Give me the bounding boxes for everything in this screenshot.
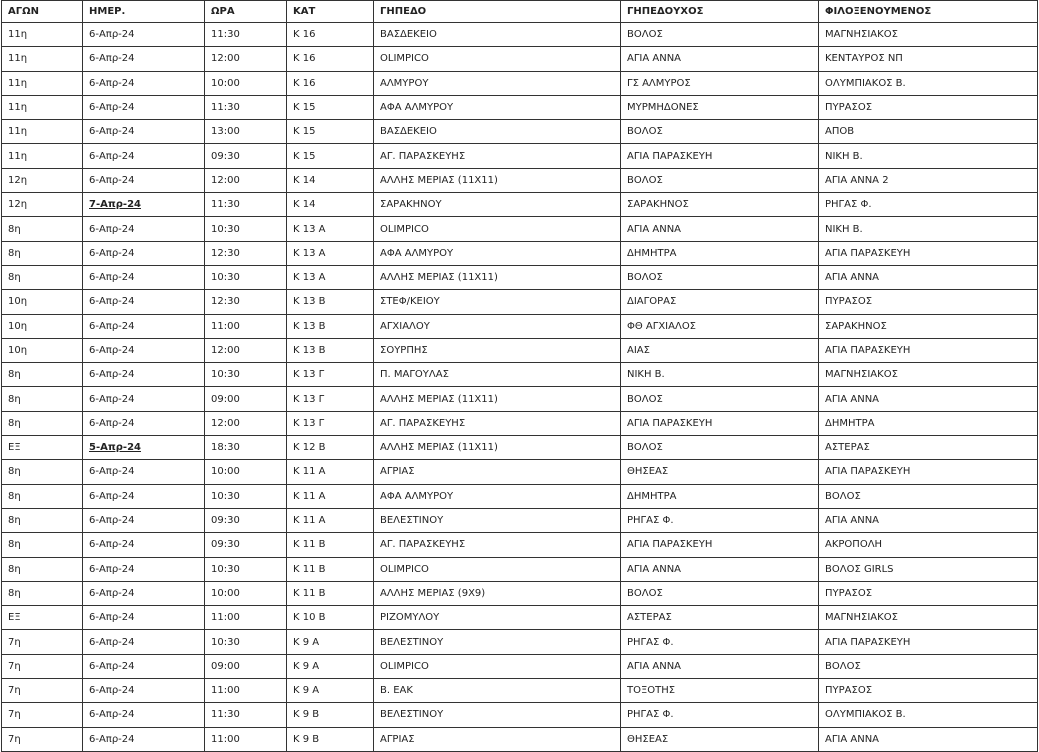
venue-cell: ΑΦΑ ΑΛΜΥΡΟΥ xyxy=(374,484,621,508)
date-cell: 7-Απρ-24 xyxy=(83,193,205,217)
round-cell: 10η xyxy=(2,314,83,338)
round-cell: 10η xyxy=(2,290,83,314)
away-team-cell: ΒΟΛΟΣ xyxy=(819,484,1038,508)
home-team-cell: ΑΓΙΑ ΑΝΝΑ xyxy=(621,217,819,241)
home-team-cell: ΑΓΙΑ ΑΝΝΑ xyxy=(621,47,819,71)
category-cell: Κ 12 Β xyxy=(287,436,374,460)
table-row xyxy=(2,557,1038,581)
time-cell: 11:30 xyxy=(205,23,287,47)
table-row xyxy=(2,484,1038,508)
category-cell: Κ 11 Α xyxy=(287,508,374,532)
time-cell: 12:00 xyxy=(205,338,287,362)
date-cell: 6-Απρ-24 xyxy=(83,71,205,95)
home-team-cell: ΤΟΞΟΤΗΣ xyxy=(621,679,819,703)
category-cell: Κ 9 Β xyxy=(287,727,374,751)
time-cell: 13:00 xyxy=(205,120,287,144)
table-row xyxy=(2,120,1038,144)
away-team-cell: ΑΓΙΑ ΠΑΡΑΣΚΕΥΗ xyxy=(819,630,1038,654)
away-team-cell: ΑΓΙΑ ΑΝΝΑ xyxy=(819,727,1038,751)
round-cell: 12η xyxy=(2,193,83,217)
venue-cell: ΑΓΡΙΑΣ xyxy=(374,727,621,751)
category-cell: Κ 11 Α xyxy=(287,484,374,508)
home-team-cell: ΒΟΛΟΣ xyxy=(621,436,819,460)
date-cell: 6-Απρ-24 xyxy=(83,679,205,703)
category-cell: Κ 15 xyxy=(287,120,374,144)
time-cell: 10:30 xyxy=(205,557,287,581)
category-cell: Κ 13 Β xyxy=(287,338,374,362)
date-cell: 6-Απρ-24 xyxy=(83,95,205,119)
time-cell: 09:00 xyxy=(205,387,287,411)
table-row xyxy=(2,217,1038,241)
table-row xyxy=(2,338,1038,362)
home-team-cell: ΒΟΛΟΣ xyxy=(621,23,819,47)
table-row xyxy=(2,363,1038,387)
time-cell: 11:30 xyxy=(205,95,287,119)
table-row xyxy=(2,95,1038,119)
date-cell: 6-Απρ-24 xyxy=(83,363,205,387)
away-team-cell: ΜΑΓΝΗΣΙΑΚΟΣ xyxy=(819,23,1038,47)
category-cell: Κ 13 Β xyxy=(287,290,374,314)
venue-cell: ΣΟΥΡΠΗΣ xyxy=(374,338,621,362)
time-cell: 09:30 xyxy=(205,144,287,168)
schedule-table xyxy=(1,0,1038,752)
away-team-cell: ΡΗΓΑΣ Φ. xyxy=(819,193,1038,217)
time-cell: 10:30 xyxy=(205,217,287,241)
away-team-cell: ΠΥΡΑΣΟΣ xyxy=(819,95,1038,119)
away-team-cell: ΟΛΥΜΠΙΑΚΟΣ Β. xyxy=(819,71,1038,95)
home-team-cell: ΑΓΙΑ ΠΑΡΑΣΚΕΥΗ xyxy=(621,411,819,435)
home-team-cell: ΑΙΑΣ xyxy=(621,338,819,362)
table-row xyxy=(2,581,1038,605)
time-cell: 10:00 xyxy=(205,581,287,605)
category-cell: Κ 16 xyxy=(287,47,374,71)
round-cell: ΕΞ xyxy=(2,606,83,630)
venue-cell: ΒΑΣΔΕΚΕΙΟ xyxy=(374,23,621,47)
column-header-category: ΚΑΤ xyxy=(287,1,374,23)
date-cell: 6-Απρ-24 xyxy=(83,533,205,557)
category-cell: Κ 9 Β xyxy=(287,703,374,727)
away-team-cell: ΣΑΡΑΚΗΝΟΣ xyxy=(819,314,1038,338)
category-cell: Κ 10 Β xyxy=(287,606,374,630)
venue-cell: ΑΛΛΗΣ ΜΕΡΙΑΣ (11Χ11) xyxy=(374,387,621,411)
date-cell: 5-Απρ-24 xyxy=(83,436,205,460)
table-row xyxy=(2,241,1038,265)
category-cell: Κ 16 xyxy=(287,71,374,95)
home-team-cell: ΘΗΣΕΑΣ xyxy=(621,460,819,484)
date-cell: 6-Απρ-24 xyxy=(83,703,205,727)
time-cell: 12:00 xyxy=(205,168,287,192)
home-team-cell: ΡΗΓΑΣ Φ. xyxy=(621,630,819,654)
category-cell: Κ 9 Α xyxy=(287,654,374,678)
time-cell: 09:30 xyxy=(205,508,287,532)
round-cell: 7η xyxy=(2,654,83,678)
round-cell: 8η xyxy=(2,460,83,484)
venue-cell: ΑΓΧΙΑΛΟΥ xyxy=(374,314,621,338)
time-cell: 11:00 xyxy=(205,679,287,703)
away-team-cell: ΑΓΙΑ ΑΝΝΑ 2 xyxy=(819,168,1038,192)
round-cell: 8η xyxy=(2,265,83,289)
venue-cell: OLIMPICO xyxy=(374,557,621,581)
round-cell: ΕΞ xyxy=(2,436,83,460)
time-cell: 12:30 xyxy=(205,290,287,314)
table-row xyxy=(2,411,1038,435)
category-cell: Κ 13 Γ xyxy=(287,363,374,387)
away-team-cell: ΑΚΡΟΠΟΛΗ xyxy=(819,533,1038,557)
round-cell: 8η xyxy=(2,387,83,411)
venue-cell: ΑΓΡΙΑΣ xyxy=(374,460,621,484)
venue-cell: ΣΑΡΑΚΗΝΟΥ xyxy=(374,193,621,217)
category-cell: Κ 9 Α xyxy=(287,679,374,703)
date-cell: 6-Απρ-24 xyxy=(83,630,205,654)
round-cell: 8η xyxy=(2,557,83,581)
column-header-home-team: ΓΗΠΕΔΟΥΧΟΣ xyxy=(621,1,819,23)
date-cell: 6-Απρ-24 xyxy=(83,120,205,144)
table-row xyxy=(2,71,1038,95)
away-team-cell: ΜΑΓΝΗΣΙΑΚΟΣ xyxy=(819,606,1038,630)
venue-cell: ΒΕΛΕΣΤΙΝΟΥ xyxy=(374,508,621,532)
table-row xyxy=(2,314,1038,338)
date-cell: 6-Απρ-24 xyxy=(83,484,205,508)
venue-cell: ΑΦΑ ΑΛΜΥΡΟΥ xyxy=(374,241,621,265)
category-cell: Κ 11 Β xyxy=(287,557,374,581)
category-cell: Κ 9 Α xyxy=(287,630,374,654)
away-team-cell: ΠΥΡΑΣΟΣ xyxy=(819,679,1038,703)
category-cell: Κ 11 Β xyxy=(287,533,374,557)
home-team-cell: ΡΗΓΑΣ Φ. xyxy=(621,508,819,532)
home-team-cell: ΑΓΙΑ ΑΝΝΑ xyxy=(621,557,819,581)
home-team-cell: ΔΗΜΗΤΡΑ xyxy=(621,484,819,508)
venue-cell: ΒΕΛΕΣΤΙΝΟΥ xyxy=(374,630,621,654)
venue-cell: ΑΛΜΥΡΟΥ xyxy=(374,71,621,95)
round-cell: 12η xyxy=(2,168,83,192)
home-team-cell: ΡΗΓΑΣ Φ. xyxy=(621,703,819,727)
venue-cell: OLIMPICO xyxy=(374,217,621,241)
category-cell: Κ 11 Α xyxy=(287,460,374,484)
time-cell: 10:30 xyxy=(205,363,287,387)
date-cell: 6-Απρ-24 xyxy=(83,338,205,362)
away-team-cell: ΔΗΜΗΤΡΑ xyxy=(819,411,1038,435)
date-cell: 6-Απρ-24 xyxy=(83,168,205,192)
category-cell: Κ 15 xyxy=(287,95,374,119)
round-cell: 11η xyxy=(2,95,83,119)
date-cell: 6-Απρ-24 xyxy=(83,606,205,630)
home-team-cell: ΒΟΛΟΣ xyxy=(621,581,819,605)
away-team-cell: ΒΟΛΟΣ xyxy=(819,654,1038,678)
home-team-cell: ΜΥΡΜΗΔΟΝΕΣ xyxy=(621,95,819,119)
time-cell: 09:30 xyxy=(205,533,287,557)
time-cell: 12:00 xyxy=(205,47,287,71)
table-row xyxy=(2,144,1038,168)
date-cell: 6-Απρ-24 xyxy=(83,144,205,168)
time-cell: 12:30 xyxy=(205,241,287,265)
date-cell: 6-Απρ-24 xyxy=(83,508,205,532)
away-team-cell: ΜΑΓΝΗΣΙΑΚΟΣ xyxy=(819,363,1038,387)
round-cell: 11η xyxy=(2,120,83,144)
time-cell: 10:30 xyxy=(205,630,287,654)
away-team-cell: ΑΠΟΒ xyxy=(819,120,1038,144)
venue-cell: ΑΛΛΗΣ ΜΕΡΙΑΣ (11Χ11) xyxy=(374,265,621,289)
category-cell: Κ 11 Β xyxy=(287,581,374,605)
table-row xyxy=(2,23,1038,47)
round-cell: 11η xyxy=(2,23,83,47)
home-team-cell: ΓΣ ΑΛΜΥΡΟΣ xyxy=(621,71,819,95)
table-row xyxy=(2,533,1038,557)
venue-cell: ΑΦΑ ΑΛΜΥΡΟΥ xyxy=(374,95,621,119)
round-cell: 11η xyxy=(2,144,83,168)
time-cell: 11:00 xyxy=(205,727,287,751)
home-team-cell: ΒΟΛΟΣ xyxy=(621,387,819,411)
venue-cell: ΑΛΛΗΣ ΜΕΡΙΑΣ (9Χ9) xyxy=(374,581,621,605)
date-cell: 6-Απρ-24 xyxy=(83,387,205,411)
away-team-cell: ΟΛΥΜΠΙΑΚΟΣ Β. xyxy=(819,703,1038,727)
away-team-cell: ΑΓΙΑ ΠΑΡΑΣΚΕΥΗ xyxy=(819,241,1038,265)
home-team-cell: ΒΟΛΟΣ xyxy=(621,265,819,289)
date-cell: 6-Απρ-24 xyxy=(83,47,205,71)
away-team-cell: ΑΓΙΑ ΑΝΝΑ xyxy=(819,265,1038,289)
category-cell: Κ 13 Α xyxy=(287,241,374,265)
home-team-cell: ΘΗΣΕΑΣ xyxy=(621,727,819,751)
category-cell: Κ 14 xyxy=(287,168,374,192)
table-row xyxy=(2,193,1038,217)
time-cell: 10:00 xyxy=(205,71,287,95)
round-cell: 8η xyxy=(2,581,83,605)
home-team-cell: ΣΑΡΑΚΗΝΟΣ xyxy=(621,193,819,217)
date-cell: 6-Απρ-24 xyxy=(83,290,205,314)
venue-cell: ΑΛΛΗΣ ΜΕΡΙΑΣ (11Χ11) xyxy=(374,436,621,460)
home-team-cell: ΑΣΤΕΡΑΣ xyxy=(621,606,819,630)
venue-cell: ΑΓ. ΠΑΡΑΣΚΕΥΗΣ xyxy=(374,533,621,557)
table-row xyxy=(2,679,1038,703)
category-cell: Κ 16 xyxy=(287,23,374,47)
round-cell: 11η xyxy=(2,71,83,95)
round-cell: 7η xyxy=(2,630,83,654)
away-team-cell: ΠΥΡΑΣΟΣ xyxy=(819,290,1038,314)
time-cell: 12:00 xyxy=(205,411,287,435)
away-team-cell: ΚΕΝΤΑΥΡΟΣ ΝΠ xyxy=(819,47,1038,71)
round-cell: 7η xyxy=(2,679,83,703)
away-team-cell: ΑΣΤΕΡΑΣ xyxy=(819,436,1038,460)
date-cell: 6-Απρ-24 xyxy=(83,557,205,581)
time-cell: 18:30 xyxy=(205,436,287,460)
away-team-cell: ΑΓΙΑ ΑΝΝΑ xyxy=(819,508,1038,532)
round-cell: 10η xyxy=(2,338,83,362)
venue-cell: Π. ΜΑΓΟΥΛΑΣ xyxy=(374,363,621,387)
venue-cell: Β. ΕΑΚ xyxy=(374,679,621,703)
time-cell: 10:30 xyxy=(205,484,287,508)
column-header-away-team: ΦΙΛΟΞΕΝΟΥΜΕΝΟΣ xyxy=(819,1,1038,23)
time-cell: 10:30 xyxy=(205,265,287,289)
time-cell: 11:00 xyxy=(205,606,287,630)
date-cell: 6-Απρ-24 xyxy=(83,654,205,678)
round-cell: 11η xyxy=(2,47,83,71)
table-row xyxy=(2,387,1038,411)
date-cell: 6-Απρ-24 xyxy=(83,411,205,435)
date-cell: 6-Απρ-24 xyxy=(83,581,205,605)
home-team-cell: ΑΓΙΑ ΠΑΡΑΣΚΕΥΗ xyxy=(621,533,819,557)
round-cell: 8η xyxy=(2,411,83,435)
date-cell: 6-Απρ-24 xyxy=(83,727,205,751)
table-row xyxy=(2,630,1038,654)
category-cell: Κ 15 xyxy=(287,144,374,168)
category-cell: Κ 14 xyxy=(287,193,374,217)
home-team-cell: ΑΓΙΑ ΑΝΝΑ xyxy=(621,654,819,678)
away-team-cell: ΒΟΛΟΣ GIRLS xyxy=(819,557,1038,581)
time-cell: 11:00 xyxy=(205,314,287,338)
table-row xyxy=(2,265,1038,289)
table-row xyxy=(2,727,1038,751)
round-cell: 7η xyxy=(2,703,83,727)
away-team-cell: ΑΓΙΑ ΠΑΡΑΣΚΕΥΗ xyxy=(819,460,1038,484)
table-row xyxy=(2,654,1038,678)
time-cell: 10:00 xyxy=(205,460,287,484)
venue-cell: ΣΤΕΦ/ΚΕΙΟΥ xyxy=(374,290,621,314)
time-cell: 09:00 xyxy=(205,654,287,678)
venue-cell: ΑΛΛΗΣ ΜΕΡΙΑΣ (11Χ11) xyxy=(374,168,621,192)
category-cell: Κ 13 Α xyxy=(287,217,374,241)
category-cell: Κ 13 Β xyxy=(287,314,374,338)
column-header-time: ΩΡΑ xyxy=(205,1,287,23)
table-row xyxy=(2,290,1038,314)
table-row xyxy=(2,703,1038,727)
date-cell: 6-Απρ-24 xyxy=(83,217,205,241)
venue-cell: ΒΑΣΔΕΚΕΙΟ xyxy=(374,120,621,144)
home-team-cell: ΔΙΑΓΟΡΑΣ xyxy=(621,290,819,314)
round-cell: 8η xyxy=(2,533,83,557)
away-team-cell: ΝΙΚΗ Β. xyxy=(819,144,1038,168)
time-cell: 11:30 xyxy=(205,193,287,217)
home-team-cell: ΝΙΚΗ Β. xyxy=(621,363,819,387)
table-row xyxy=(2,47,1038,71)
away-team-cell: ΑΓΙΑ ΠΑΡΑΣΚΕΥΗ xyxy=(819,338,1038,362)
venue-cell: ΑΓ. ΠΑΡΑΣΚΕΥΗΣ xyxy=(374,411,621,435)
date-cell: 6-Απρ-24 xyxy=(83,460,205,484)
time-cell: 11:30 xyxy=(205,703,287,727)
venue-cell: OLIMPICO xyxy=(374,47,621,71)
round-cell: 8η xyxy=(2,508,83,532)
category-cell: Κ 13 Α xyxy=(287,265,374,289)
table-row xyxy=(2,508,1038,532)
home-team-cell: ΑΓΙΑ ΠΑΡΑΣΚΕΥΗ xyxy=(621,144,819,168)
round-cell: 7η xyxy=(2,727,83,751)
table-row xyxy=(2,460,1038,484)
away-team-cell: ΑΓΙΑ ΑΝΝΑ xyxy=(819,387,1038,411)
category-cell: Κ 13 Γ xyxy=(287,411,374,435)
column-header-date: ΗΜΕΡ. xyxy=(83,1,205,23)
column-header-match-round: ΑΓΩΝ xyxy=(2,1,83,23)
table-row xyxy=(2,168,1038,192)
away-team-cell: ΝΙΚΗ Β. xyxy=(819,217,1038,241)
venue-cell: ΑΓ. ΠΑΡΑΣΚΕΥΗΣ xyxy=(374,144,621,168)
column-header-venue: ΓΗΠΕΔΟ xyxy=(374,1,621,23)
home-team-cell: ΦΘ ΑΓΧΙΑΛΟΣ xyxy=(621,314,819,338)
table-row xyxy=(2,436,1038,460)
venue-cell: ΡΙΖΟΜΥΛΟΥ xyxy=(374,606,621,630)
date-cell: 6-Απρ-24 xyxy=(83,241,205,265)
round-cell: 8η xyxy=(2,363,83,387)
date-cell: 6-Απρ-24 xyxy=(83,23,205,47)
date-cell: 6-Απρ-24 xyxy=(83,314,205,338)
table-body xyxy=(2,23,1038,752)
round-cell: 8η xyxy=(2,217,83,241)
away-team-cell: ΠΥΡΑΣΟΣ xyxy=(819,581,1038,605)
venue-cell: OLIMPICO xyxy=(374,654,621,678)
category-cell: Κ 13 Γ xyxy=(287,387,374,411)
home-team-cell: ΒΟΛΟΣ xyxy=(621,120,819,144)
date-cell: 6-Απρ-24 xyxy=(83,265,205,289)
home-team-cell: ΔΗΜΗΤΡΑ xyxy=(621,241,819,265)
round-cell: 8η xyxy=(2,241,83,265)
venue-cell: ΒΕΛΕΣΤΙΝΟΥ xyxy=(374,703,621,727)
table-row xyxy=(2,606,1038,630)
home-team-cell: ΒΟΛΟΣ xyxy=(621,168,819,192)
round-cell: 8η xyxy=(2,484,83,508)
header-row xyxy=(2,1,1038,23)
